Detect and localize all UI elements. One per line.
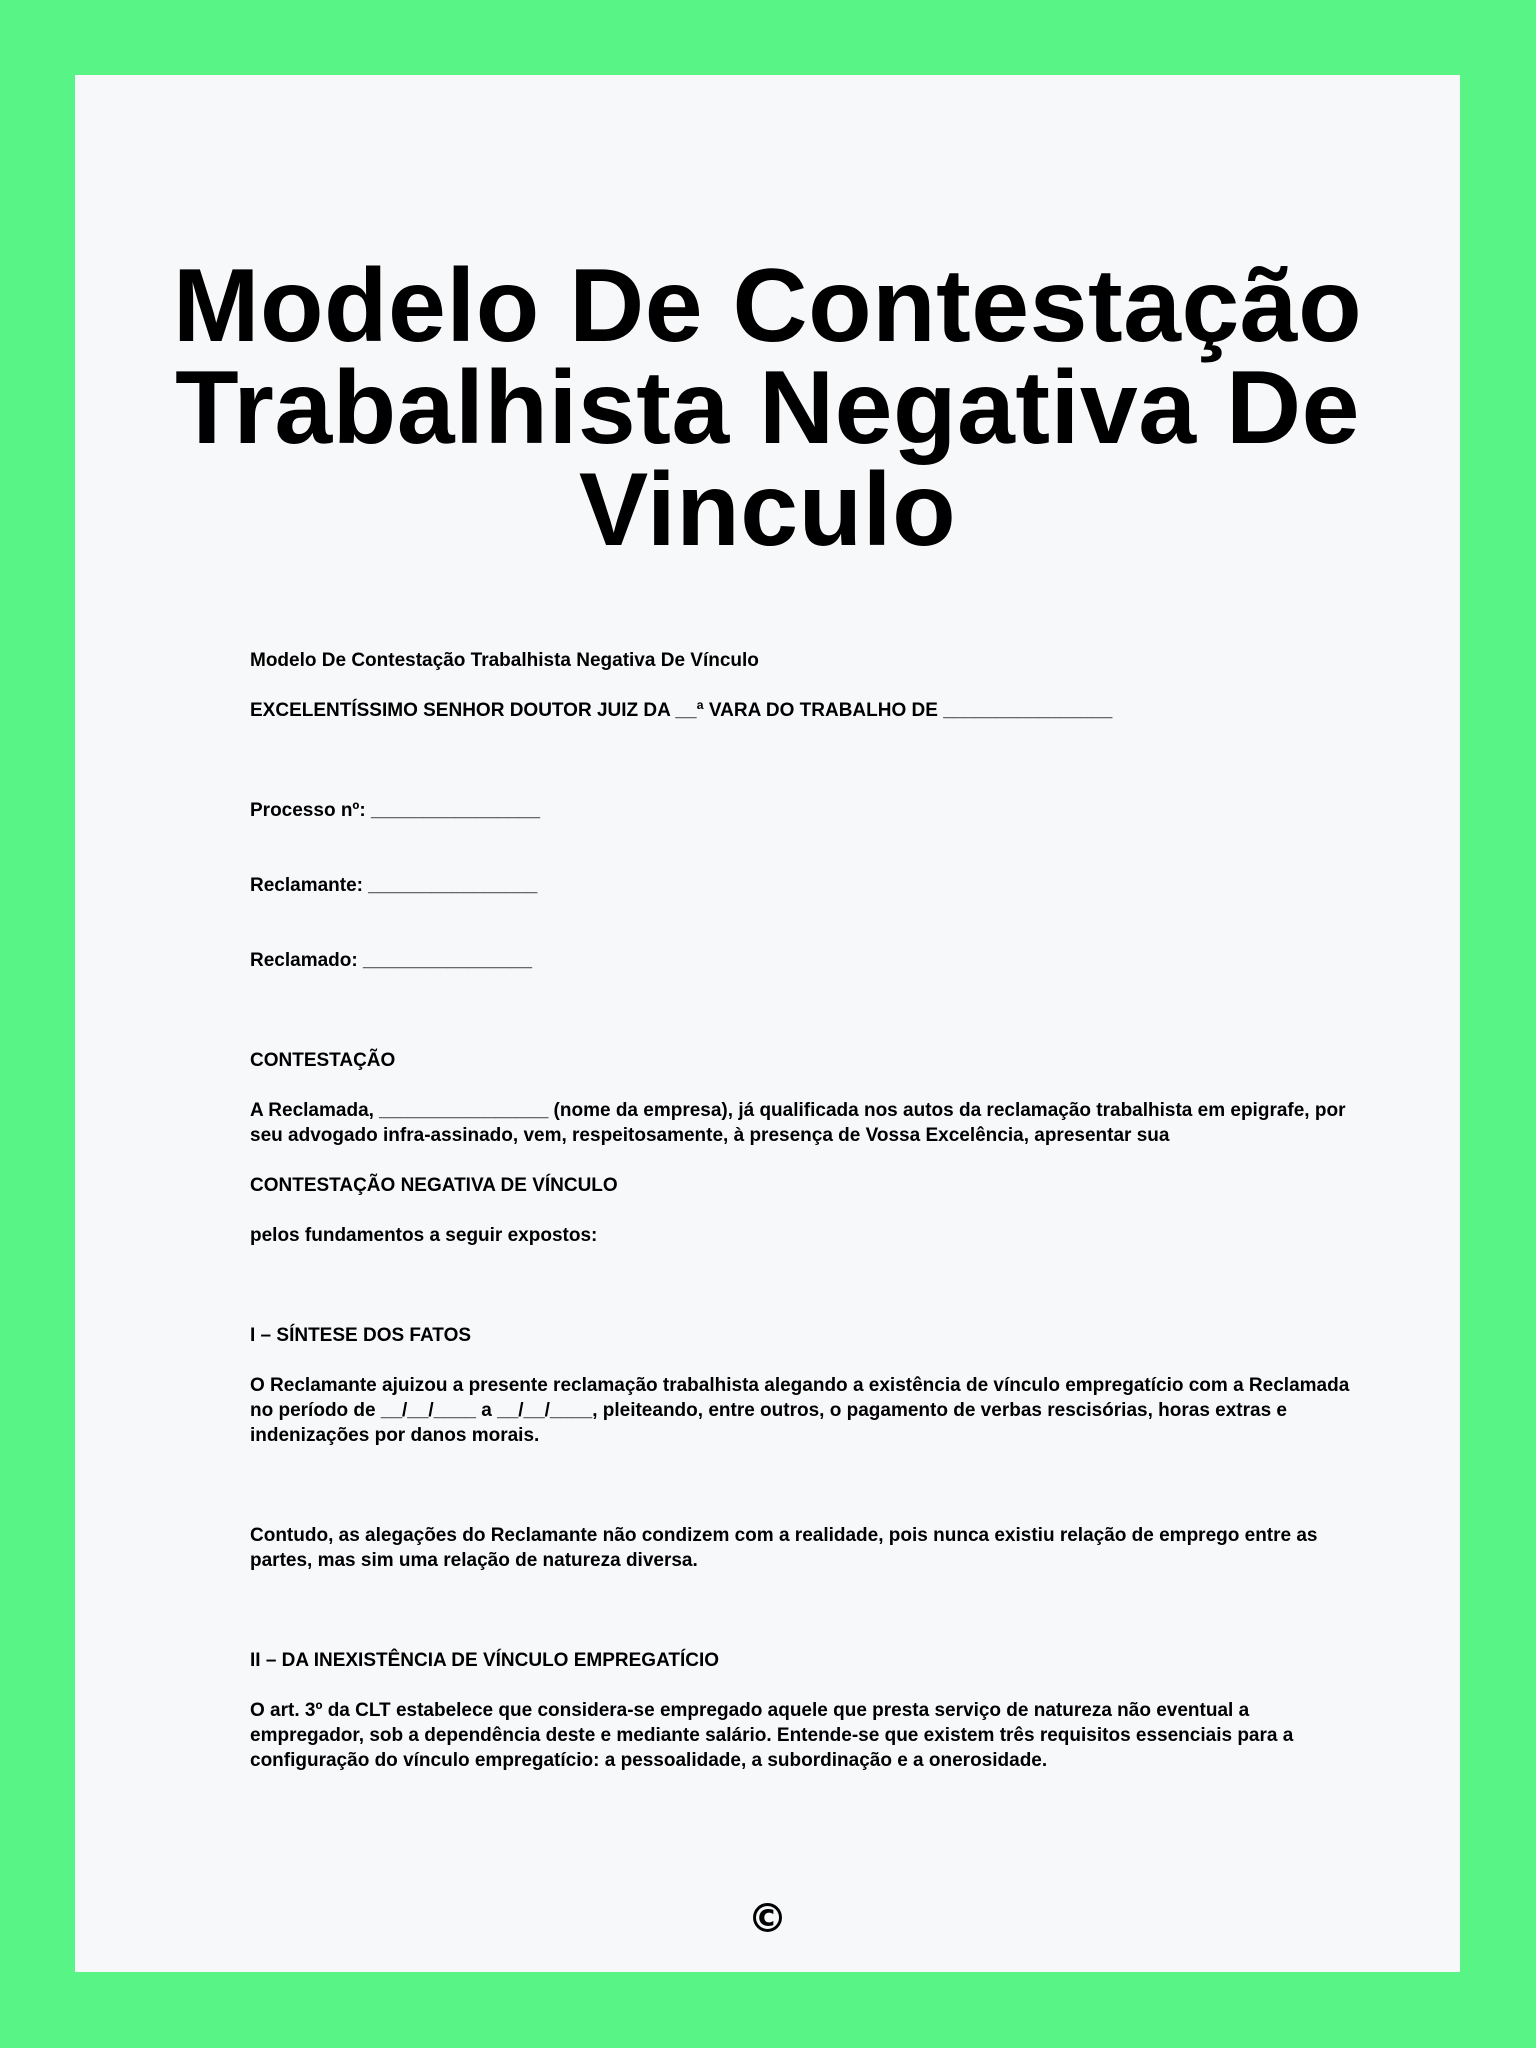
- copyright-symbol: ©: [747, 1896, 788, 1942]
- reclamado-field: Reclamado: ________________: [250, 950, 533, 971]
- processo-field: Processo nº: ________________: [250, 800, 541, 821]
- document-body: [250, 648, 1350, 1773]
- document-title: Modelo De Contestação Trabalhista Negativa De Vinculo: [172, 248, 1363, 568]
- section-1-paragraph-1: O Reclamante ajuizou a presente reclamação trabalhista alegando a existência de vínculo empregatício com a Reclamada no período de __/__/____ a __/__/____, pleiteando, entre outros, o pagamento de verbas rescisórias, horas extras e indenizações por danos morais.: [250, 1375, 1350, 1446]
- contestacao-negativa-heading: CONTESTAÇÃO NEGATIVA DE VÍNCULO: [250, 1175, 618, 1196]
- reclamante-field: Reclamante: ________________: [250, 875, 538, 896]
- court-address: EXCELENTÍSSIMO SENHOR DOUTOR JUIZ DA __ª VARA DO TRABALHO DE ________________: [250, 700, 1113, 721]
- section-2-paragraph-1: O art. 3º da CLT estabelece que considera-se empregado aquele que presta serviço de natureza não eventual a empregador, sob a dependência deste e mediante salário. Entende-se que existem três requisitos essenciais para a configuração do vínculo empregatício: a pessoalidade, a subordinação e a onerosidade.: [250, 1700, 1294, 1771]
- intro-paragraph: A Reclamada, ________________ (nome da empresa), já qualificada nos autos da reclamação trabalhista em epigrafe, por seu advogado infra-assinado, vem, respeitosamente, à presença de Vossa Excelência, apresentar sua: [250, 1100, 1346, 1146]
- fundamentos-text: pelos fundamentos a seguir expostos:: [250, 1225, 598, 1246]
- section-1-paragraph-2: Contudo, as alegações do Reclamante não condizem com a realidade, pois nunca existiu relação de emprego entre as partes, mas sim uma relação de natureza diversa.: [250, 1525, 1318, 1571]
- document-page: [75, 75, 1460, 1972]
- section-2-heading: II – DA INEXISTÊNCIA DE VÍNCULO EMPREGATÍCIO: [250, 1650, 720, 1671]
- section-1-heading: I – SÍNTESE DOS FATOS: [250, 1325, 472, 1346]
- contestacao-heading: CONTESTAÇÃO: [250, 1050, 396, 1071]
- document-heading: Modelo De Contestação Trabalhista Negativa De Vínculo: [250, 650, 759, 671]
